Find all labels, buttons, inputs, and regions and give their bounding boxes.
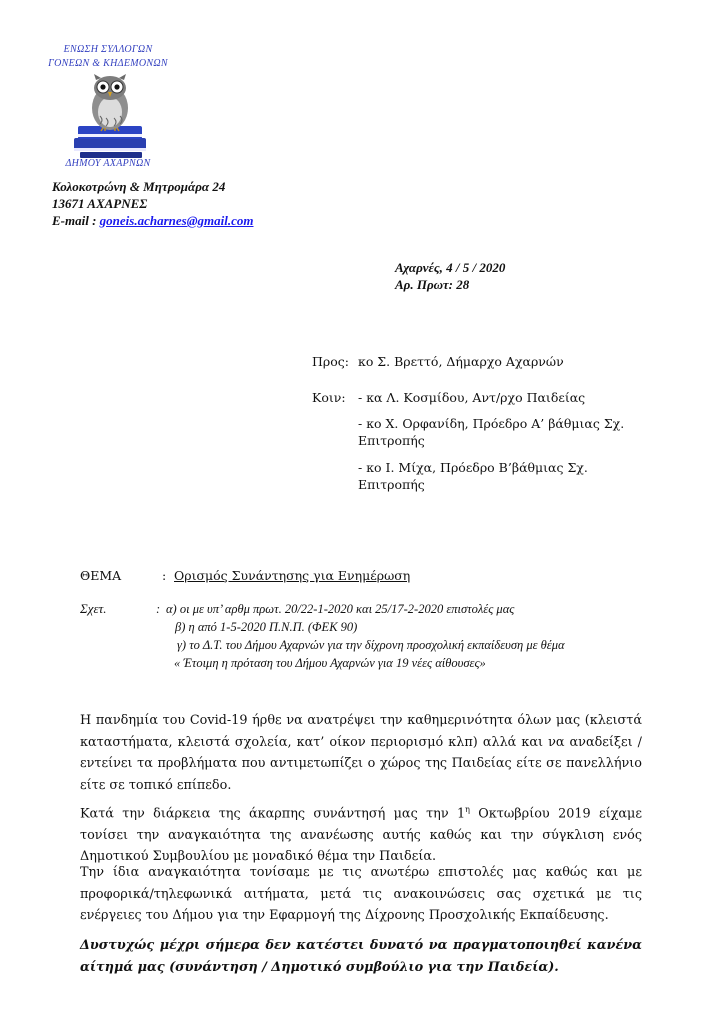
email-link[interactable]: goneis.acharnes@gmail.com	[99, 213, 254, 228]
city-address: 13671 ΑΧΑΡΝΕΣ	[52, 196, 148, 211]
to-recipient: κο Σ. Βρεττό, Δήμαρχο Αχαρνών	[358, 354, 564, 369]
reference-item: α) οι με υπ’ αρθμ πρωτ. 20/22-1-2020 και 25/17-2-2020 επιστολές μας	[166, 602, 515, 616]
sender-address	[52, 178, 254, 229]
logo-top-text-1: ΕΝΩΣΗ ΣΥΛΛΟΓΩΝ	[63, 44, 153, 55]
organization-logo	[48, 40, 168, 175]
subject-label: ΘΕΜΑ	[80, 568, 122, 583]
references-label: Σχετ.	[80, 601, 107, 616]
reference-item: β) η από 1-5-2020 Π.Ν.Π. (ΦΕΚ 90)	[175, 620, 358, 634]
paragraph-text: Οκτωβρίου 2019 είχαμε τονίσει την αναγκαιότητα της ανανέωσης αυτής καθώς και την σύγκλιση ενός Δημοτικού Συμβουλίου με μοναδικό θέμα την Παιδεία.	[80, 806, 642, 865]
to-label: Προς:	[312, 354, 349, 369]
subject-colon: :	[162, 568, 167, 583]
email-line	[52, 212, 254, 229]
date-text: Αχαρνές, 4 / 5 / 2020	[395, 260, 506, 275]
logo-bottom-text: ΔΗΜΟΥ ΑΧΑΡΝΩΝ	[65, 158, 151, 169]
body-paragraph	[80, 799, 642, 868]
body-paragraph: Την ίδια αναγκαιότητα τονίσαμε με τις ανωτέρω επιστολές μας καθώς και με προφορικά/τηλεφωνικά αιτήματα, μετά τις ανακοινώσεις σας σχετικά με τις ενέργειες του Δήμου για την Εφαρμογή της Δίχρονης Προσχολικής Εκπαίδευσης.	[80, 865, 642, 923]
protocol-number: Αρ. Πρωτ: 28	[395, 277, 470, 292]
reference-item: « Έτοιμη η πρόταση του Δήμου Αχαρνών για 19 νέες αίθουσες»	[174, 656, 486, 670]
dateline	[395, 259, 505, 293]
emphasis-paragraph: Δυστυχώς μέχρι σήμερα δεν κατέστει δυνατό να πραγματοποιηθεί κανένα αίτημά μας (συνάντηση / Δημοτικό συμβούλιο για την Παιδεία).	[80, 938, 642, 975]
street-address: Κολοκοτρώνη & Μητρομάρα 24	[52, 179, 226, 194]
subject-text: Ορισμός Συνάντησης για Ενημέρωση	[174, 568, 411, 583]
email-label: E-mail :	[52, 213, 100, 228]
paragraph-text: Κατά την διάρκεια της άκαρπης συνάντησή μας την 1	[80, 806, 466, 822]
cc-recipient: - κο Χ. Ορφανίδη, Πρόεδρο Α’ βάθμιας Σχ. Επιτροπής	[358, 416, 625, 448]
owl-on-books-logo-icon	[70, 72, 150, 160]
reference-item: γ) το Δ.Τ. του Δήμου Αχαρνών για την δίχρονη προσχολική εκπαίδευση με θέμα	[177, 638, 565, 652]
logo-top-text-2: ΓΟΝΕΩΝ & ΚΗΔΕΜΟΝΩΝ	[48, 58, 168, 69]
cc-recipient: - κο Ι. Μίχα, Πρόεδρο Β’βάθμιας Σχ. Επιτροπής	[358, 460, 588, 492]
cc-label: Κοιν:	[312, 390, 346, 405]
body-paragraph: Η πανδημία του Covid-19 ήρθε να ανατρέψει την καθημερινότητα όλων μας (κλειστά καταστήματα, κλειστά σχολεία, κατ’ οίκον περιορισμό κλπ) αλλά και να αναδείξει /εντείνει τα προβλήματα που αντιμετωπίζει ο χώρος της Παιδείας είτε σε πανελλήνιο είτε σε τοπικό επίπεδο.	[80, 713, 642, 793]
ordinal-superscript: η	[465, 805, 470, 814]
references-colon: :	[156, 602, 161, 616]
cc-recipient: - κα Λ. Κοσμίδου, Αντ/ρχο Παιδείας	[358, 390, 586, 405]
